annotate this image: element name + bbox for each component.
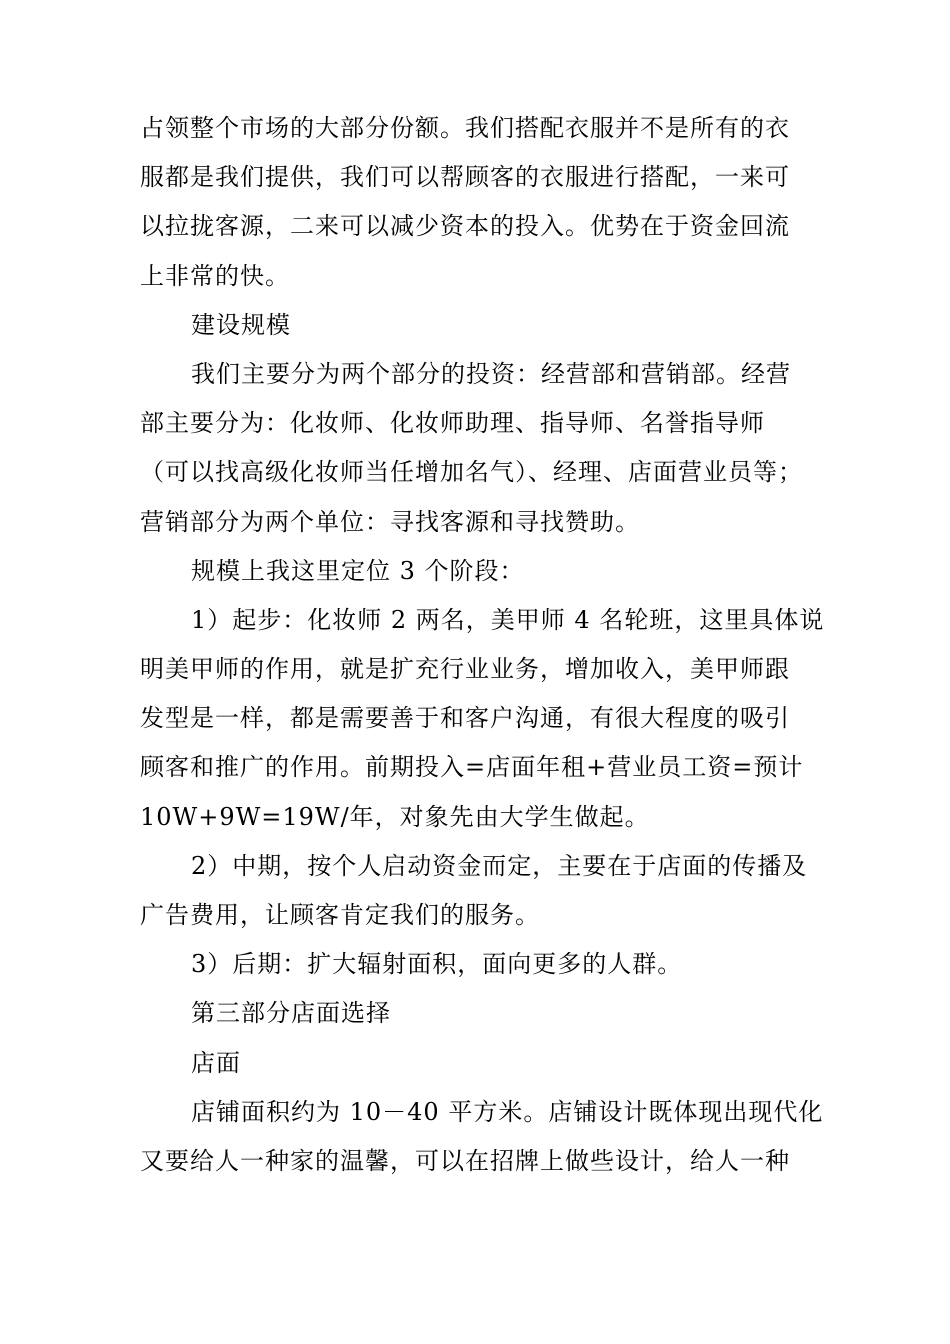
section-heading: 第三部分店面选择 [191,999,391,1028]
paragraph-line: 以拉拢客源，二来可以减少资本的投入。优势在于资金回流 [140,212,790,241]
paragraph-line: （可以找高级化妆师当任增加名气）、经理、店面营业员等； [140,458,803,487]
subsection-heading: 店面 [191,1048,241,1077]
document-body [140,104,830,1186]
paragraph-line: 明美甲师的作用，就是扩充行业业务，增加收入，美甲师跟 [140,655,790,684]
paragraph-line: 营销部分为两个单位：寻找客源和寻找赞助。 [140,507,640,536]
paragraph-line: 又要给人一种家的温馨，可以在招牌上做些设计，给人一种 [140,1146,790,1175]
paragraph-line: 服都是我们提供，我们可以帮顾客的衣服进行搭配，一来可 [140,163,790,192]
paragraph-line: 我们主要分为两个部分的投资：经营部和营销部。经营 [191,359,791,388]
list-item: 1）起步：化妆师 2 两名，美甲师 4 名轮班，这里具体说 [191,605,825,634]
paragraph-line: 店铺面积约为 10－40 平方米。店铺设计既体现出现代化 [191,1097,824,1126]
section-heading: 建设规模 [191,310,291,339]
list-item: 3）后期：扩大辐射面积，面向更多的人群。 [191,950,683,979]
paragraph-line: 占领整个市场的大部分份额。我们搭配衣服并不是所有的衣 [140,114,790,142]
paragraph-line: 发型是一样，都是需要善于和客户沟通，有很大程度的吸引 [140,704,790,733]
list-item: 2）中期，按个人启动资金而定，主要在于店面的传播及 [191,851,808,880]
paragraph-line: 部主要分为：化妆师、化妆师助理、指导师、名誉指导师 [140,409,765,438]
paragraph-line: 广告费用，让顾客肯定我们的服务。 [140,901,540,929]
paragraph-line: 顾客和推广的作用。前期投入=店面年租+营业员工资=预计 [140,753,804,782]
paragraph-line: 10W+9W=19W/年，对象先由大学生做起。 [140,802,650,831]
paragraph-line: 规模上我这里定位 3 个阶段： [191,556,525,585]
paragraph-line: 上非常的快。 [140,261,290,290]
